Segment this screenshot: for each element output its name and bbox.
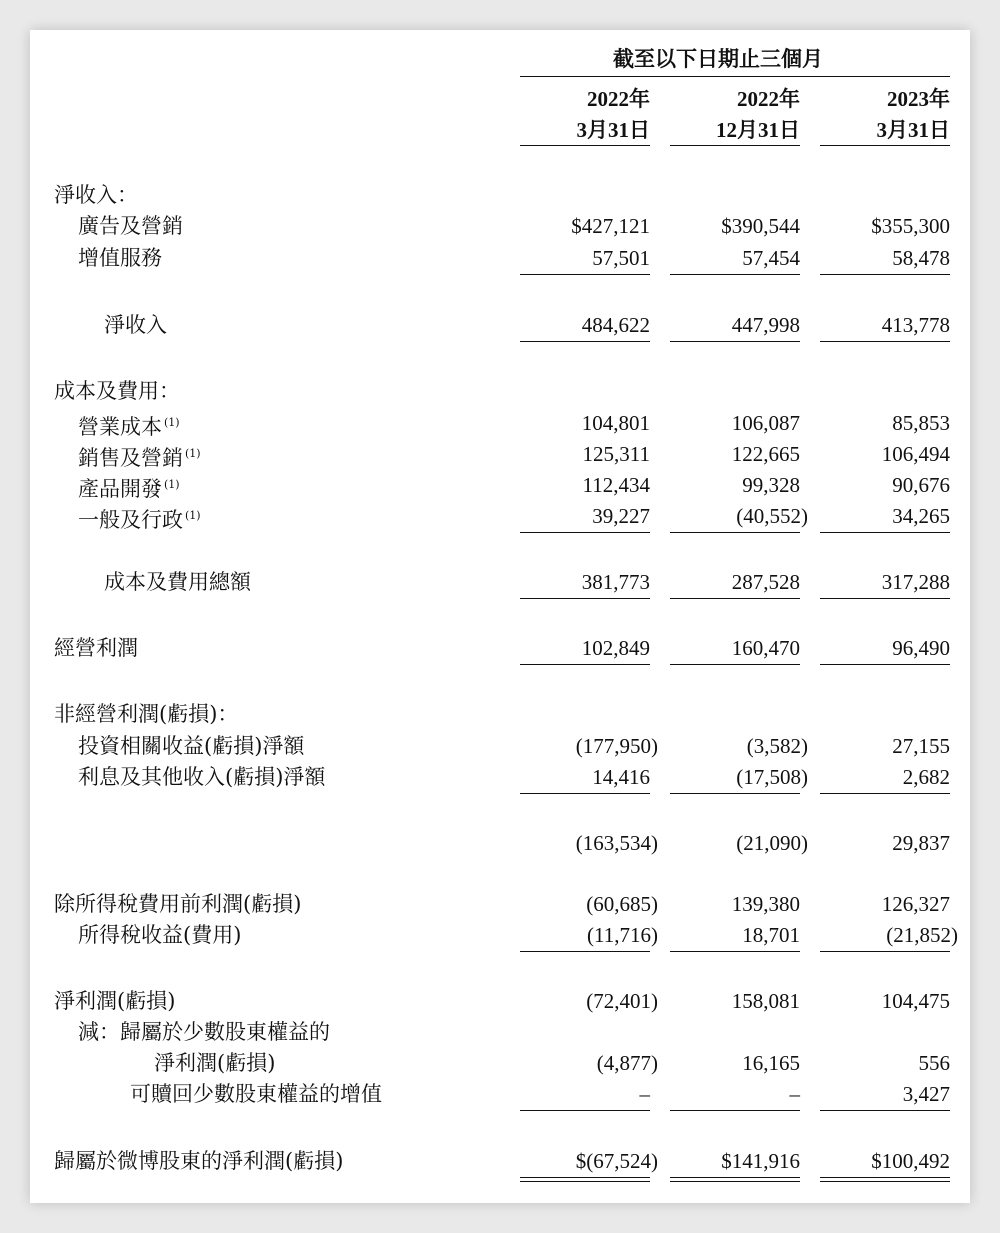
rule-c3: [820, 532, 950, 533]
cost-of-revenue-col1: 104,801: [581, 411, 650, 435]
period-title: 截至以下日期止三個月: [613, 46, 823, 71]
redeemable-col2: –: [789, 1082, 800, 1106]
interest-label: 利息及其他收入(虧損)淨額: [78, 765, 326, 789]
sales-marketing-col2: 122,665: [731, 442, 800, 466]
header-rule-3: [820, 145, 950, 146]
net-revenue-label: 淨收入: [104, 313, 167, 337]
net-to-weibo-col1: $(67,524): [575, 1149, 658, 1173]
rule-f2: [670, 793, 800, 794]
operating-income-label: 經營利潤: [54, 636, 138, 660]
statement-page: [30, 30, 970, 1203]
rule-h1: [520, 1110, 650, 1111]
less-label: 減：歸屬於少數股東權益的: [78, 1020, 330, 1044]
sales-marketing-col3: 106,494: [881, 442, 950, 466]
pretax-label: 除所得稅費用前利潤(虧損): [54, 892, 302, 916]
operating-income-col1: 102,849: [581, 636, 650, 660]
product-dev-col1: 112,434: [582, 473, 650, 497]
redeemable-label: 可贖回少數股東權益的增值: [130, 1082, 382, 1106]
interest-col3: 2,682: [902, 765, 950, 789]
redeemable-col1: –: [639, 1082, 650, 1106]
investment-col1: (177,950): [575, 734, 658, 758]
advertising-col3: $355,300: [871, 214, 950, 238]
nci-label: 淨利潤(虧損): [154, 1051, 276, 1075]
nci-col2: 16,165: [742, 1051, 800, 1075]
total-costs-col2: 287,528: [731, 570, 800, 594]
operating-income-col3: 96,490: [892, 636, 950, 660]
rule-a3: [820, 274, 950, 275]
rule-e3: [820, 664, 950, 665]
non-op-total-col1: (163,534): [575, 831, 658, 855]
vas-label: 增值服務: [78, 246, 162, 270]
pretax-col1: (60,685): [586, 892, 658, 916]
sales-marketing-label: 銷售及營銷 $^{(1)}$: [78, 446, 201, 470]
double-rule-3: [820, 1177, 950, 1182]
product-dev-label: 產品開發 $^{(1)}$: [78, 477, 180, 501]
rule-h3: [820, 1110, 950, 1111]
rule-a2: [670, 274, 800, 275]
net-to-weibo-label: 歸屬於微博股東的淨利潤(虧損): [54, 1149, 344, 1173]
ga-col1: 39,227: [592, 504, 650, 528]
costs-heading: 成本及費用：: [54, 379, 180, 403]
cost-of-revenue-col3: 85,853: [892, 411, 950, 435]
nci-col3: 556: [918, 1051, 950, 1075]
non-op-total-col3: 29,837: [892, 831, 950, 855]
footnote-marker: (1): [164, 478, 180, 491]
rule-f3: [820, 793, 950, 794]
redeemable-col3: 3,427: [902, 1082, 950, 1106]
non-op-heading: 非經營利潤(虧損)：: [54, 702, 239, 726]
investment-col3: 27,155: [892, 734, 950, 758]
footnote-marker: (1): [185, 447, 201, 460]
interest-col1: 14,416: [592, 765, 650, 789]
interest-col2: (17,508): [736, 765, 808, 789]
footnote-marker: (1): [164, 416, 180, 429]
rule-b2: [670, 341, 800, 342]
net-to-weibo-col2: $141,916: [721, 1149, 800, 1173]
investment-label: 投資相關收益(虧損)淨額: [78, 734, 305, 758]
rule-g1: [520, 951, 650, 952]
ga-col3: 34,265: [892, 504, 950, 528]
col3-year: 2023年: [887, 87, 950, 111]
col1-date: 3月31日: [576, 118, 650, 142]
net-income-col1: (72,401): [586, 989, 658, 1013]
rule-d1: [520, 598, 650, 599]
cost-of-revenue-col2: 106,087: [731, 411, 800, 435]
rule-e1: [520, 664, 650, 665]
net-revenue-col3: 413,778: [881, 313, 950, 337]
rule-e2: [670, 664, 800, 665]
net-to-weibo-col3: $100,492: [871, 1149, 950, 1173]
product-dev-col2: 99,328: [742, 473, 800, 497]
tax-col2: 18,701: [742, 923, 800, 947]
double-rule-2: [670, 1177, 800, 1182]
product-dev-col3: 90,676: [892, 473, 950, 497]
pretax-col3: 126,327: [881, 892, 950, 916]
vas-col2: 57,454: [742, 246, 800, 270]
sales-marketing-col1: 125,311: [582, 442, 650, 466]
footnote-marker: (1): [185, 509, 201, 522]
net-income-label: 淨利潤(虧損): [54, 989, 176, 1013]
investment-col2: (3,582): [746, 734, 808, 758]
net-revenue-heading: 淨收入：: [54, 183, 138, 207]
advertising-col2: $390,544: [721, 214, 800, 238]
ga-col2: (40,552): [736, 504, 808, 528]
vas-col3: 58,478: [892, 246, 950, 270]
net-income-col3: 104,475: [881, 989, 950, 1013]
rule-g3: [820, 951, 950, 952]
rule-h2: [670, 1110, 800, 1111]
total-costs-col3: 317,288: [881, 570, 950, 594]
col1-year: 2022年: [587, 87, 650, 111]
tax-col3: (21,852): [886, 923, 958, 947]
pretax-col2: 139,380: [731, 892, 800, 916]
rule-c2: [670, 532, 800, 533]
total-costs-label: 成本及費用總額: [104, 570, 251, 594]
rule-f1: [520, 793, 650, 794]
col2-year: 2022年: [737, 87, 800, 111]
net-revenue-col2: 447,998: [731, 313, 800, 337]
col3-date: 3月31日: [876, 118, 950, 142]
col2-date: 12月31日: [716, 118, 800, 142]
cost-of-revenue-label: 營業成本 $^{(1)}$: [78, 415, 180, 439]
net-revenue-col1: 484,622: [581, 313, 650, 337]
net-income-col2: 158,081: [731, 989, 800, 1013]
tax-label: 所得稅收益(費用): [78, 923, 242, 947]
rule-g2: [670, 951, 800, 952]
rule-a1: [520, 274, 650, 275]
rule-d3: [820, 598, 950, 599]
header-rule-1: [520, 145, 650, 146]
advertising-label: 廣告及營銷: [78, 214, 183, 238]
vas-col1: 57,501: [592, 246, 650, 270]
tax-col1: (11,716): [587, 923, 658, 947]
rule-c1: [520, 532, 650, 533]
ga-label: 一般及行政 $^{(1)}$: [78, 508, 201, 532]
period-rule: [520, 76, 950, 77]
nci-col1: (4,877): [596, 1051, 658, 1075]
rule-d2: [670, 598, 800, 599]
rule-b3: [820, 341, 950, 342]
operating-income-col2: 160,470: [731, 636, 800, 660]
double-rule-1: [520, 1177, 650, 1182]
header-rule-2: [670, 145, 800, 146]
total-costs-col1: 381,773: [581, 570, 650, 594]
non-op-total-col2: (21,090): [736, 831, 808, 855]
advertising-col1: $427,121: [571, 214, 650, 238]
rule-b1: [520, 341, 650, 342]
